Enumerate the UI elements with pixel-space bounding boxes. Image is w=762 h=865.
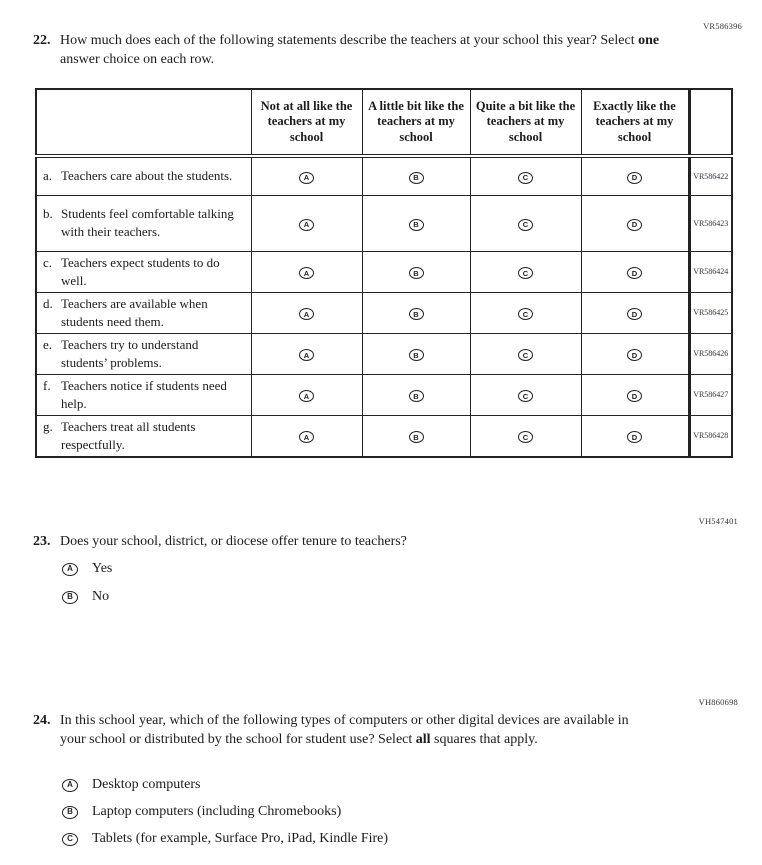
code-column-header: [689, 89, 732, 156]
statement-text: Teachers care about the students.: [61, 168, 233, 184]
row-letter: g.: [43, 418, 53, 434]
answer-bubble-c[interactable]: C: [518, 431, 533, 443]
answer-bubble-d[interactable]: D: [627, 267, 642, 279]
option-no[interactable]: [62, 588, 112, 606]
option-cell: [470, 415, 581, 457]
answer-bubble-a[interactable]: A: [299, 308, 314, 320]
answer-bubble-d[interactable]: D: [627, 308, 642, 320]
option-desktop-computers[interactable]: [62, 776, 388, 794]
option-cell: [362, 292, 470, 333]
question-22-number: 22.: [33, 33, 51, 48]
column-header-not-at-all: Not at all like the teachers at my school: [251, 89, 362, 156]
question-24-options: [62, 776, 388, 857]
option-laptop-computers-including-chromebooks[interactable]: [62, 803, 388, 821]
answer-bubble-c[interactable]: C: [518, 390, 533, 402]
row-letter: c.: [43, 254, 53, 270]
question-23-options: [62, 560, 112, 616]
statement-cell: [36, 415, 251, 457]
option-cell: [581, 415, 689, 457]
row-letter: e.: [43, 336, 53, 352]
statement-cell: [36, 156, 251, 195]
row-accession-code: VR586426: [689, 333, 732, 374]
answer-bubble-c[interactable]: C: [62, 833, 78, 846]
option-cell: [251, 251, 362, 292]
question-24-number: 24.: [33, 713, 51, 728]
question-22: [33, 31, 660, 69]
option-tablets-for-example-surface-pro-ipad-kindle-fire[interactable]: [62, 830, 388, 848]
question-22-accession-code: VR586396: [703, 21, 742, 31]
statement-text: Teachers treat all students respectfully.: [61, 418, 196, 452]
answer-bubble-a[interactable]: A: [299, 390, 314, 402]
option-cell: [362, 333, 470, 374]
option-label: No: [92, 589, 110, 604]
answer-bubble-d[interactable]: D: [627, 349, 642, 361]
table-header-row: [36, 89, 732, 156]
question-23-number: 23.: [33, 534, 51, 549]
statement-column-header: [36, 89, 251, 156]
row-accession-code: VR586424: [689, 251, 732, 292]
statement-cell: [36, 251, 251, 292]
column-header-a-little-bit: A little bit like the teachers at my school: [362, 89, 470, 156]
question-24-accession-code: VH860698: [698, 697, 738, 707]
row-accession-code: VR586423: [689, 195, 732, 251]
option-label: Desktop computers: [92, 777, 201, 792]
row-accession-code: VR586428: [689, 415, 732, 457]
option-cell: [362, 374, 470, 415]
row-letter: d.: [43, 295, 53, 311]
answer-bubble-d[interactable]: D: [627, 431, 642, 443]
question-23: [33, 532, 680, 551]
table-row: [36, 251, 732, 292]
row-accession-code: VR586425: [689, 292, 732, 333]
column-header-exactly-like: Exactly like the teachers at my school: [581, 89, 689, 156]
option-cell: [470, 156, 581, 195]
answer-bubble-a[interactable]: A: [62, 563, 78, 576]
statement-text: Teachers notice if students need help.: [61, 377, 227, 411]
option-cell: [251, 195, 362, 251]
row-accession-code: VR586422: [689, 156, 732, 195]
option-cell: [362, 415, 470, 457]
option-cell: [581, 292, 689, 333]
option-label: Yes: [92, 561, 113, 576]
question-24-text: [60, 711, 635, 749]
row-accession-code: VR586427: [689, 374, 732, 415]
table-row: [36, 195, 732, 251]
option-cell: [251, 333, 362, 374]
option-cell: [470, 333, 581, 374]
question-23-text: Does your school, district, or diocese offer tenure to teachers?: [60, 534, 407, 549]
question-22-text-part2: answer choice on each row.: [60, 52, 215, 67]
statement-cell: [36, 374, 251, 415]
answer-bubble-a[interactable]: A: [299, 349, 314, 361]
answer-bubble-c[interactable]: C: [518, 172, 533, 184]
answer-bubble-b[interactable]: B: [409, 308, 424, 320]
question-23-accession-code: VH547401: [698, 516, 738, 526]
statement-text: Teachers try to understand students’ problems.: [61, 336, 199, 370]
answer-bubble-b[interactable]: B: [409, 390, 424, 402]
option-cell: [581, 333, 689, 374]
question-24-text-part2: squares that apply.: [430, 732, 538, 747]
option-yes[interactable]: [62, 560, 112, 578]
q22-table-body: [36, 156, 732, 457]
answer-bubble-d[interactable]: D: [627, 390, 642, 402]
answer-bubble-b[interactable]: B: [409, 349, 424, 361]
answer-bubble-b[interactable]: B: [62, 806, 78, 819]
option-cell: [581, 156, 689, 195]
statement-text: Students feel comfortable talking with their teachers.: [61, 206, 234, 239]
option-cell: [251, 415, 362, 457]
statement-text: Teachers are available when students need them.: [61, 295, 208, 329]
question-24-bold-word: all: [415, 732, 431, 747]
option-cell: [362, 251, 470, 292]
option-cell: [470, 251, 581, 292]
answer-bubble-b[interactable]: B: [409, 172, 424, 184]
row-letter: b.: [43, 206, 53, 221]
table-row: [36, 292, 732, 333]
answer-bubble-d[interactable]: D: [627, 172, 642, 184]
option-cell: [581, 251, 689, 292]
table-row: [36, 415, 732, 457]
option-cell: [251, 292, 362, 333]
answer-bubble-c[interactable]: C: [518, 219, 533, 231]
option-cell: [581, 374, 689, 415]
table-row: [36, 333, 732, 374]
statement-cell: [36, 195, 251, 251]
option-label: Tablets (for example, Surface Pro, iPad, Kindle Fire): [92, 831, 389, 846]
answer-bubble-a[interactable]: A: [299, 219, 314, 231]
statement-cell: [36, 292, 251, 333]
option-cell: [362, 195, 470, 251]
statement-cell: [36, 333, 251, 374]
answer-bubble-b[interactable]: B: [409, 431, 424, 443]
answer-bubble-b[interactable]: B: [409, 219, 424, 231]
answer-bubble-a[interactable]: A: [299, 172, 314, 184]
question-22-bold-word: one: [638, 33, 660, 48]
answer-bubble-a[interactable]: A: [62, 779, 78, 792]
question-24-text-part1: In this school year, which of the following types of computers or other digital devices are available in your school or distributed by the school for student use? Select: [60, 713, 629, 747]
column-header-quite-a-bit: Quite a bit like the teachers at my school: [470, 89, 581, 156]
answer-bubble-c[interactable]: C: [518, 267, 533, 279]
answer-bubble-a[interactable]: A: [299, 431, 314, 443]
option-label: Laptop computers (including Chromebooks): [92, 804, 342, 819]
option-cell: [251, 156, 362, 195]
option-cell: [581, 195, 689, 251]
table-row: [36, 156, 732, 195]
statement-text: Teachers expect students to do well.: [61, 254, 220, 288]
option-cell: [362, 156, 470, 195]
option-cell: [251, 374, 362, 415]
answer-bubble-c[interactable]: C: [518, 349, 533, 361]
option-cell: [470, 195, 581, 251]
question-22-text-part1: How much does each of the following statements describe the teachers at your school this year? Select: [60, 33, 639, 48]
q22-response-table: [35, 88, 733, 458]
question-22-text: [60, 31, 660, 69]
answer-bubble-a[interactable]: A: [299, 267, 314, 279]
answer-bubble-c[interactable]: C: [518, 308, 533, 320]
option-cell: [470, 374, 581, 415]
row-letter: a.: [43, 168, 53, 184]
answer-bubble-b[interactable]: B: [62, 591, 78, 604]
row-letter: f.: [43, 377, 51, 393]
question-24: [33, 711, 635, 749]
answer-bubble-b[interactable]: B: [409, 267, 424, 279]
answer-bubble-d[interactable]: D: [627, 219, 642, 231]
table-row: [36, 374, 732, 415]
option-cell: [470, 292, 581, 333]
